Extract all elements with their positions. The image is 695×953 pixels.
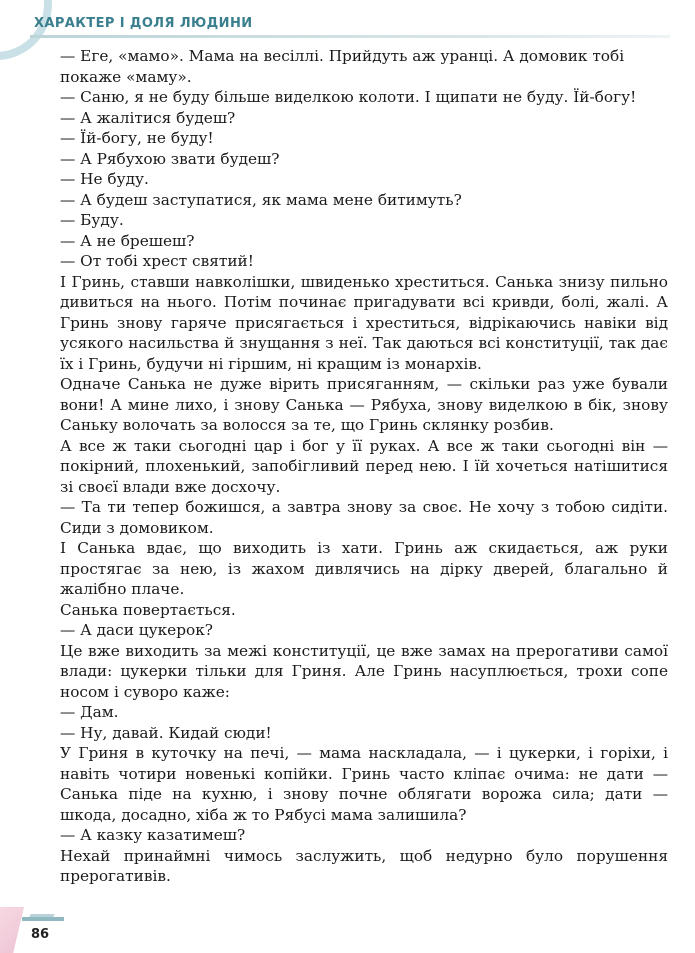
paragraph: — Не буду. xyxy=(60,170,149,188)
paragraph: — Ну, давай. Кидай сюди! xyxy=(60,723,272,742)
paragraph: — Еге, «мамо». Мама на весіллі. Прийдуть аж уранці. А домовик тобі покаже «маму». xyxy=(60,47,625,86)
section-title: ХАРАКТЕР І ДОЛЯ ЛЮДИНИ xyxy=(34,16,253,31)
paragraph: — А будеш заступатися, як мама мене битимуть? xyxy=(60,190,462,209)
paragraph: А все ж таки сьогодні цар і бог у її руках. А все ж таки сьогодні він — покірний, плохенький, запобігливий перед нею. І їй хочеться натішитися зі своєї влади вже досхочу. xyxy=(60,436,668,496)
paragraph: — Саню, я не буду більше виделкою колоти. І щипати не буду. Їй-богу! xyxy=(60,88,637,106)
paragraph: — А не брешеш? xyxy=(60,231,195,250)
footer-decoration-pink xyxy=(0,907,24,953)
paragraph: — Їй-богу, не буду! xyxy=(60,129,214,147)
paragraph: Санька повертається. xyxy=(60,600,236,619)
paragraph: Це вже виходить за межі конституції, це вже замах на прерогативи самої влади: цукерки тільки для Гриня. Але Гринь насуплюється, трохи сопе носом і суворо каже: xyxy=(60,641,668,701)
paragraph: — А Рябухою звати будеш? xyxy=(60,149,280,168)
paragraph: — А жалітися будеш? xyxy=(60,108,236,127)
footer-decoration-teal xyxy=(22,917,64,921)
paragraph: — Дам. xyxy=(60,703,119,721)
paragraph: І Гринь, ставши навколішки, швиденько хреститься. Санька знизу пильно дивиться на нього. Потім починає пригадувати всі кривди, болі, жалі. А Гринь знову гаряче присягається і хреститься, відрікаючись навіки від усякого насильства й знущання з неї. Так даються всі конституції, так дає їх і Гринь, будучи ні гіршим, ні кращим із монархів. xyxy=(60,272,668,373)
paragraph: — От тобі хрест святий! xyxy=(60,252,254,270)
paragraph: У Гриня в куточку на печі, — мама наскладала, — і цукерки, і горіхи, і навіть чотири новенькі копійки. Гринь часто кліпає очима: не дати — Санька піде на кухню, і знову почне облягати ворожа сила; дати — шкода, досадно, хіба ж то Рябусі мама залишила? xyxy=(60,744,668,824)
page-number: 86 xyxy=(31,927,50,942)
paragraph: — Буду. xyxy=(60,211,124,229)
paragraph: — А казку казатимеш? xyxy=(60,826,246,844)
story-text xyxy=(60,46,668,887)
paragraph: Нехай принаймні чимось заслужить, щоб недурно було порушення прерогативів. xyxy=(60,846,668,885)
header-divider xyxy=(30,35,670,38)
paragraph: — Та ти тепер божишся, а завтра знову за своє. Не хочу з тобою сидіти. Сиди з домовиком. xyxy=(60,498,668,537)
paragraph: — А даси цукерок? xyxy=(60,621,213,639)
paragraph: Одначе Санька не дуже вірить присяганням, — скільки раз уже бували вони! А мине лихо, і знову Санька — Рябуха, знову виделкою в бік, знову Саньку волочать за волосся за те, що Гринь склянку розбив. xyxy=(60,375,668,434)
paragraph: І Санька вдає, що виходить із хати. Гринь аж скидається, аж руки простягає за нею, із жахом дивлячись на дірку дверей, благально й жалібно плаче. xyxy=(60,539,668,598)
